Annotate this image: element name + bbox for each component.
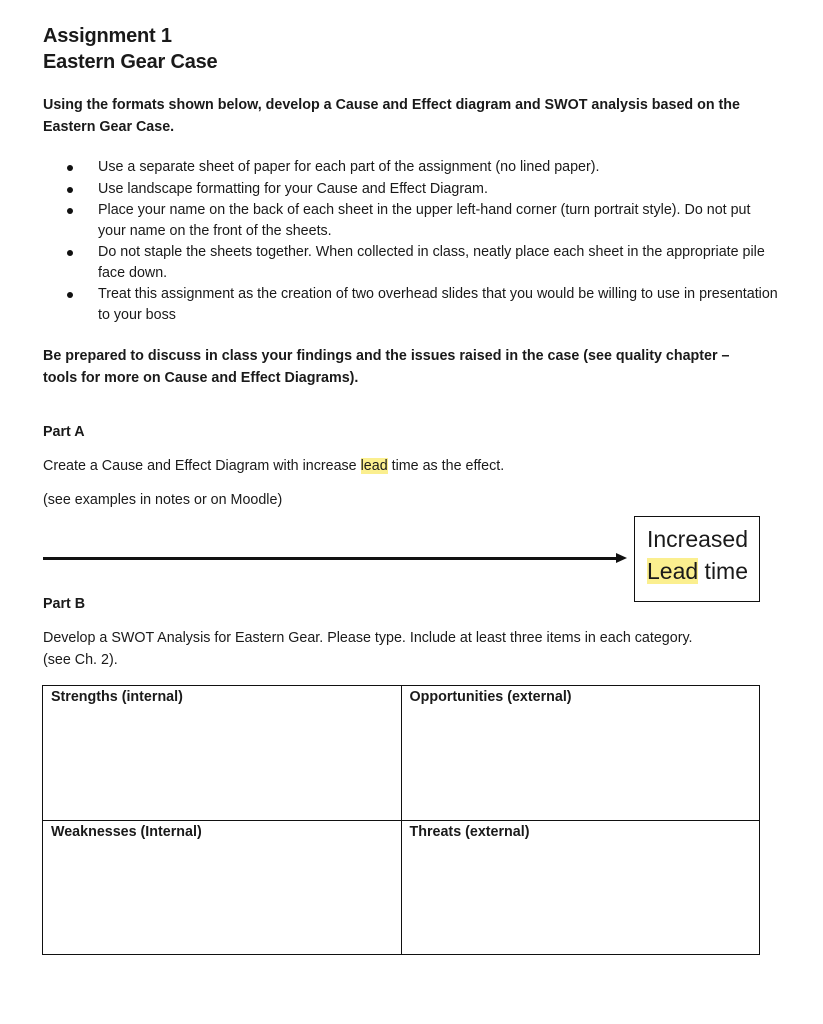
fishbone-spine-line (43, 557, 618, 560)
examples-note: (see examples in notes or on Moodle) (43, 492, 283, 508)
swot-opportunities-cell (401, 686, 760, 821)
part-a-instruction-before: Create a Cause and Effect Diagram with increase (43, 458, 361, 474)
swot-strengths-cell (43, 686, 402, 821)
part-b-instruction: Develop a SWOT Analysis for Eastern Gear. Please type. Include at least three items in each category. (43, 630, 693, 646)
list-item: Use a separate sheet of paper for each part of the assignment (no lined paper). (60, 157, 780, 178)
swot-strengths-heading: Strengths (internal) (51, 689, 183, 705)
part-a-instruction-after: time as the effect. (387, 458, 505, 474)
part-b-chapter-note: (see Ch. 2). (43, 652, 118, 668)
list-item: Use landscape formatting for your Cause and Effect Diagram. (60, 179, 780, 200)
case-title: Eastern Gear Case (43, 51, 218, 73)
effect-line-2 (647, 555, 759, 587)
part-b-label: Part B (43, 596, 86, 612)
list-item: Treat this assignment as the creation of two overhead slides that you would be willing to use in presentation to your boss (60, 284, 780, 325)
swot-opportunities-heading: Opportunities (external) (409, 689, 572, 705)
prepare-note: Be prepared to discuss in class your findings and the issues raised in the case (see quality chapter – tools for more on Cause and Effect Diagrams). (43, 348, 730, 386)
instructions-list (60, 157, 780, 326)
part-a-instruction (43, 456, 504, 478)
swot-threats-heading: Threats (external) (409, 823, 530, 840)
effect-box (634, 516, 760, 602)
effect-lead-highlight: Lead (647, 558, 699, 584)
part-a-label: Part A (43, 424, 85, 440)
swot-weaknesses-heading: Weaknesses (Internal) (51, 823, 202, 840)
list-item: Do not staple the sheets together. When collected in class, neatly place each sheet in the appropriate pile face down. (60, 242, 780, 283)
swot-table (42, 685, 760, 955)
intro-paragraph: Using the formats shown below, develop a Cause and Effect diagram and SWOT analysis based on the Eastern Gear Case. (43, 97, 740, 135)
effect-line-1: Increased (647, 526, 749, 552)
swot-threats-cell (401, 820, 760, 955)
effect-time-text: time (698, 558, 749, 584)
lead-highlight: lead (360, 458, 388, 474)
arrow-head-icon (616, 553, 627, 563)
assignment-title: Assignment 1 (43, 25, 172, 47)
list-item: Place your name on the back of each sheet in the upper left-hand corner (turn portrait style). Do not put your name on the front of the sheets. (60, 200, 780, 241)
swot-weaknesses-cell (43, 820, 402, 955)
